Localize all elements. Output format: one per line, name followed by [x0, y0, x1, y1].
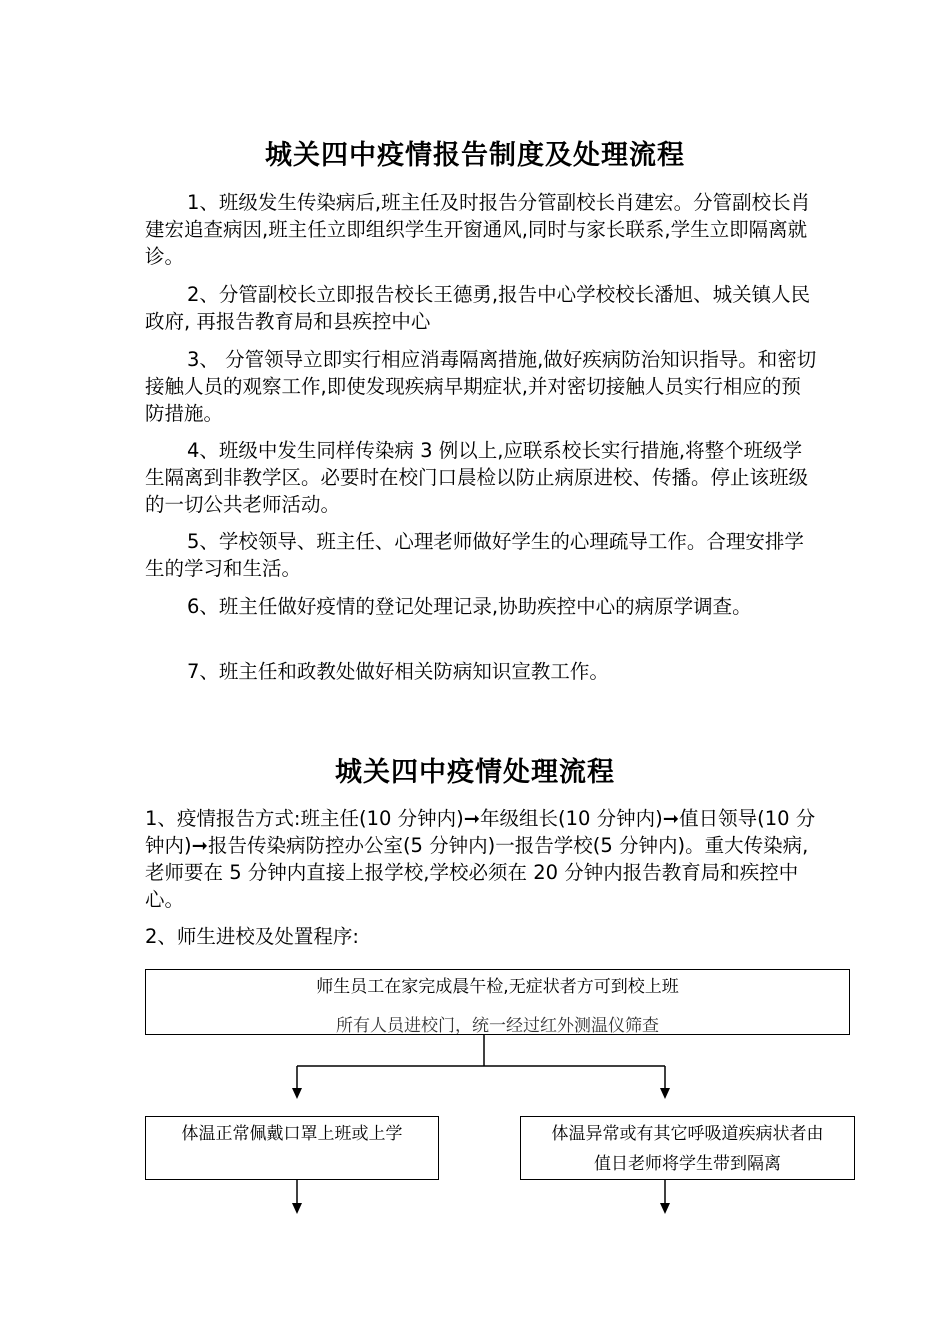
rule-5: 5、学校领导、班主任、心理老师做好学生的心理疏导工作。合理安排学生的学习和生活。 — [145, 530, 804, 580]
flow-abnormal-line1: 体温异常或有其它呼吸道疾病状者由 — [551, 1124, 824, 1144]
rule-7: 7、班主任和政教处做好相关防病知识宣教工作。 — [187, 660, 609, 683]
rule-1: 1、班级发生传染病后,班主任及时报告分管副校长肖建宏。分管副校长肖建宏追查病因,班主任立即组织学生开窗通风,同时与家长联系,学生立即隔离就诊。 — [145, 191, 811, 268]
flow-normal-text: 体温正常佩戴口罩上班或上学 — [181, 1124, 403, 1144]
rule-6: 6、班主任做好疫情的登记处理记录,协助疾控中心的病原学调查。 — [187, 595, 752, 618]
flow-abnormal-line2: 值日老师将学生带到隔离 — [594, 1154, 781, 1174]
process-title: 城关四中疫情处理流程 — [335, 757, 615, 788]
doc-title: 城关四中疫情报告制度及处理流程 — [265, 140, 685, 171]
flow-top-line2-cut: 所有人员进校门，统一经过红外测温仪筛查 — [336, 1016, 659, 1035]
flow-top-line1: 师生员工在家完成晨午检,无症状者方可到校上班 — [316, 977, 679, 997]
rule-4: 4、班级中发生同样传染病 3 例以上,应联系校长实行措施,将整个班级学生隔离到非教学区。必要时在校门口晨检以防止病原进校、传播。停止该班级的一切公共老师活动。 — [145, 439, 809, 516]
process-report-method: 1、疫情报告方式:班主任(10 分钟内)➞年级组长(10 分钟内)➞值日领导(10 分钟内)➞报告传染病防控办公室(5 分钟内)一报告学校(5 分钟内)。重大传染病,老师要在 5 分钟内直接上报学校,学校必须在 20 分钟内报告教育局和疾控中心。 — [145, 807, 816, 911]
process-entry-heading: 2、师生进校及处置程序: — [145, 925, 359, 948]
rule-2: 2、分管副校长立即报告校长王德勇,报告中心学校校长潘旭、城关镇人民政府, 再报告教育局和县疾控中心 — [145, 283, 811, 333]
rule-3: 3、 分管领导立即实行相应消毒隔离措施,做好疾病防治知识指导。和密切接触人员的观察工作,即使发现疾病早期症状,并对密切接触人员实行相应的预防措施。 — [145, 348, 817, 425]
flow-box-normal — [145, 1116, 439, 1180]
flow-box-abnormal — [520, 1116, 855, 1180]
